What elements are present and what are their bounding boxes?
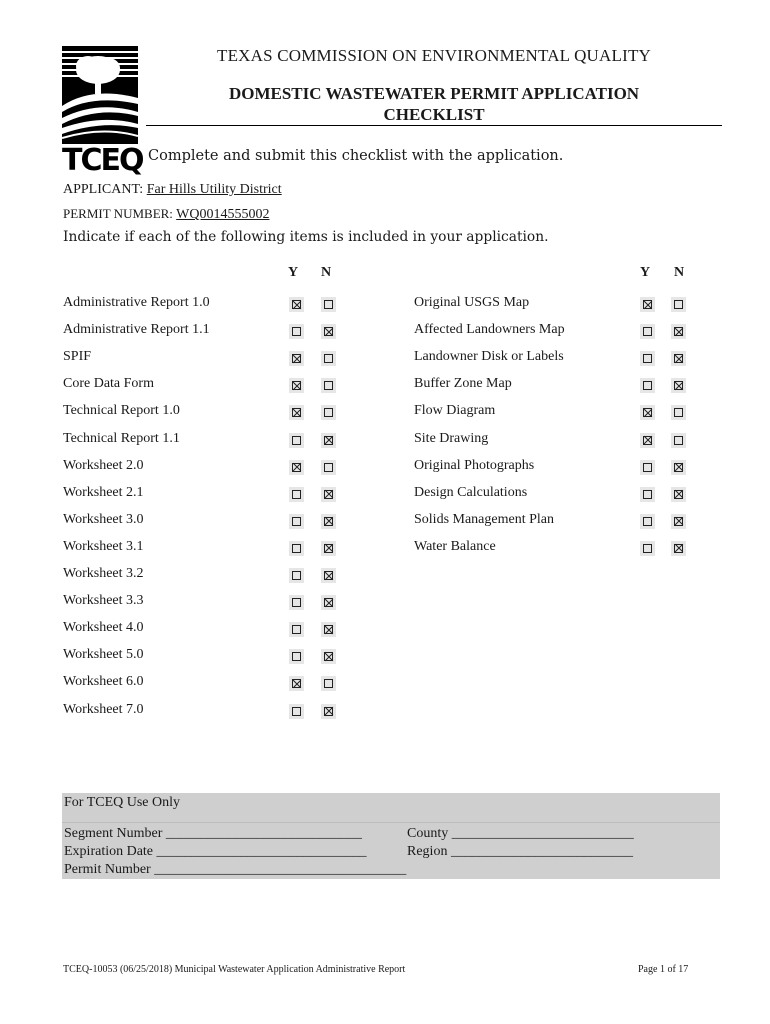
checked-box-icon bbox=[292, 408, 301, 417]
empty-box-icon bbox=[292, 436, 301, 445]
use-only-divider bbox=[62, 822, 720, 823]
checked-box-icon bbox=[324, 707, 333, 716]
checked-box-icon bbox=[643, 436, 652, 445]
checked-box-icon bbox=[324, 436, 333, 445]
checklist-item-label: Worksheet 2.1 bbox=[63, 484, 144, 500]
empty-box-icon bbox=[292, 490, 301, 499]
no-checkbox[interactable] bbox=[321, 405, 336, 420]
empty-box-icon bbox=[292, 517, 301, 526]
no-checkbox[interactable] bbox=[321, 514, 336, 529]
yes-checkbox[interactable] bbox=[640, 460, 655, 475]
no-checkbox[interactable] bbox=[671, 433, 686, 448]
checklist-item-label: Water Balance bbox=[414, 538, 496, 554]
county-line[interactable]: County __________________________ bbox=[407, 826, 634, 841]
yes-checkbox[interactable] bbox=[289, 676, 304, 691]
checked-box-icon bbox=[324, 327, 333, 336]
indicate-instruction: Indicate if each of the following items is included in your application. bbox=[63, 229, 549, 245]
yes-checkbox[interactable] bbox=[289, 405, 304, 420]
checklist-item-label: SPIF bbox=[63, 349, 92, 365]
checklist-item-label: Worksheet 2.0 bbox=[63, 457, 144, 473]
no-checkbox[interactable] bbox=[321, 433, 336, 448]
yes-checkbox[interactable] bbox=[640, 324, 655, 339]
empty-box-icon bbox=[674, 300, 683, 309]
checked-box-icon bbox=[324, 517, 333, 526]
yes-checkbox[interactable] bbox=[640, 433, 655, 448]
no-checkbox[interactable] bbox=[321, 595, 336, 610]
checked-box-icon bbox=[292, 381, 301, 390]
checked-box-icon bbox=[324, 544, 333, 553]
tceq-logo bbox=[62, 46, 143, 178]
permit-number-value: WQ0014555002 bbox=[176, 207, 270, 222]
applicant-field bbox=[63, 182, 282, 198]
checked-box-icon bbox=[674, 517, 683, 526]
empty-box-icon bbox=[292, 598, 301, 607]
permit-number-line[interactable]: Permit Number ____________________________________ bbox=[64, 862, 407, 877]
logo-wordmark: TCEQ bbox=[62, 143, 143, 178]
tceq-use-only-box bbox=[62, 793, 720, 879]
empty-box-icon bbox=[674, 436, 683, 445]
region-line[interactable]: Region __________________________ bbox=[407, 844, 633, 859]
checked-box-icon bbox=[674, 381, 683, 390]
yes-checkbox[interactable] bbox=[289, 568, 304, 583]
yes-checkbox[interactable] bbox=[289, 514, 304, 529]
no-checkbox[interactable] bbox=[321, 487, 336, 502]
instruction-text: Complete and submit this checklist with the application. bbox=[148, 148, 564, 164]
checked-box-icon bbox=[674, 544, 683, 553]
yes-checkbox[interactable] bbox=[640, 487, 655, 502]
checklist-item-label: Design Calculations bbox=[414, 484, 528, 500]
empty-box-icon bbox=[324, 354, 333, 363]
yes-checkbox[interactable] bbox=[289, 297, 304, 312]
checklist-item-label: Buffer Zone Map bbox=[414, 376, 512, 392]
applicant-label: APPLICANT: bbox=[63, 182, 147, 197]
no-checkbox[interactable] bbox=[321, 704, 336, 719]
empty-box-icon bbox=[292, 544, 301, 553]
right-no-header: N bbox=[674, 265, 685, 280]
no-checkbox[interactable] bbox=[671, 487, 686, 502]
checked-box-icon bbox=[292, 679, 301, 688]
applicant-value: Far Hills Utility District bbox=[146, 182, 282, 197]
no-checkbox[interactable] bbox=[321, 568, 336, 583]
checklist-item-label: Worksheet 3.0 bbox=[63, 511, 144, 527]
empty-box-icon bbox=[643, 354, 652, 363]
agency-name: TEXAS COMMISSION ON ENVIRONMENTAL QUALITY bbox=[216, 46, 652, 65]
footer-page-number: Page 1 of 17 bbox=[638, 964, 689, 975]
empty-box-icon bbox=[643, 463, 652, 472]
checklist-item-label: Original Photographs bbox=[414, 457, 535, 473]
no-checkbox[interactable] bbox=[671, 541, 686, 556]
checklist-item-label: Landowner Disk or Labels bbox=[414, 349, 564, 365]
empty-box-icon bbox=[324, 300, 333, 309]
no-checkbox[interactable] bbox=[671, 378, 686, 393]
no-checkbox[interactable] bbox=[671, 405, 686, 420]
no-checkbox[interactable] bbox=[671, 324, 686, 339]
checklist-item-label: Solids Management Plan bbox=[414, 511, 554, 527]
expiration-date-line[interactable]: Expiration Date ______________________________ bbox=[64, 844, 367, 859]
no-checkbox[interactable] bbox=[321, 378, 336, 393]
checked-box-icon bbox=[324, 652, 333, 661]
segment-number-line[interactable]: Segment Number ____________________________ bbox=[64, 826, 362, 841]
checklist-item-label: Worksheet 3.2 bbox=[63, 566, 144, 581]
permit-number-label: PERMIT NUMBER: bbox=[63, 206, 177, 221]
yes-checkbox[interactable] bbox=[640, 405, 655, 420]
no-checkbox[interactable] bbox=[321, 622, 336, 637]
yes-checkbox[interactable] bbox=[289, 351, 304, 366]
checked-box-icon bbox=[674, 327, 683, 336]
empty-box-icon bbox=[292, 652, 301, 661]
empty-box-icon bbox=[292, 625, 301, 634]
checklist-item-label: Administrative Report 1.0 bbox=[63, 295, 210, 310]
empty-box-icon bbox=[674, 408, 683, 417]
checklist-item-label: Worksheet 4.0 bbox=[63, 620, 144, 636]
title-line-2: CHECKLIST bbox=[383, 105, 485, 124]
checklist-item-label: Administrative Report 1.1 bbox=[63, 322, 210, 338]
header-rule bbox=[146, 125, 722, 126]
checked-box-icon bbox=[643, 408, 652, 417]
checked-box-icon bbox=[324, 571, 333, 580]
checklist-item-label: Technical Report 1.0 bbox=[63, 403, 180, 419]
checklist-item-label: Worksheet 7.0 bbox=[63, 701, 144, 717]
no-checkbox[interactable] bbox=[321, 351, 336, 366]
checked-box-icon bbox=[292, 463, 301, 472]
yes-checkbox[interactable] bbox=[289, 622, 304, 637]
title-line-1: DOMESTIC WASTEWATER PERMIT APPLICATION bbox=[228, 84, 640, 103]
permit-number-field bbox=[63, 206, 270, 223]
no-checkbox[interactable] bbox=[671, 351, 686, 366]
no-checkbox[interactable] bbox=[671, 514, 686, 529]
yes-checkbox[interactable] bbox=[640, 297, 655, 312]
yes-checkbox[interactable] bbox=[289, 433, 304, 448]
no-checkbox[interactable] bbox=[671, 297, 686, 312]
yes-checkbox[interactable] bbox=[640, 541, 655, 556]
checked-box-icon bbox=[674, 463, 683, 472]
checked-box-icon bbox=[674, 354, 683, 363]
checked-box-icon bbox=[324, 625, 333, 634]
checked-box-icon bbox=[292, 354, 301, 363]
left-no-header: N bbox=[321, 265, 332, 280]
empty-box-icon bbox=[643, 381, 652, 390]
no-checkbox[interactable] bbox=[321, 297, 336, 312]
left-yes-header: Y bbox=[288, 265, 299, 280]
checklist-item-label: Original USGS Map bbox=[414, 295, 530, 310]
yes-checkbox[interactable] bbox=[640, 378, 655, 393]
yes-checkbox[interactable] bbox=[289, 595, 304, 610]
checklist-item-label: Worksheet 6.0 bbox=[63, 674, 144, 690]
empty-box-icon bbox=[643, 544, 652, 553]
empty-box-icon bbox=[324, 381, 333, 390]
checked-box-icon bbox=[643, 300, 652, 309]
no-checkbox[interactable] bbox=[321, 460, 336, 475]
yes-checkbox[interactable] bbox=[289, 460, 304, 475]
checked-box-icon bbox=[292, 300, 301, 309]
empty-box-icon bbox=[643, 517, 652, 526]
yes-checkbox[interactable] bbox=[289, 324, 304, 339]
empty-box-icon bbox=[292, 571, 301, 580]
empty-box-icon bbox=[324, 463, 333, 472]
no-checkbox[interactable] bbox=[321, 649, 336, 664]
yes-checkbox[interactable] bbox=[640, 351, 655, 366]
empty-box-icon bbox=[292, 327, 301, 336]
no-checkbox[interactable] bbox=[321, 676, 336, 691]
yes-checkbox[interactable] bbox=[640, 514, 655, 529]
yes-checkbox[interactable] bbox=[289, 649, 304, 664]
yes-checkbox[interactable] bbox=[289, 541, 304, 556]
use-only-title: For TCEQ Use Only bbox=[64, 795, 181, 810]
yes-checkbox[interactable] bbox=[289, 487, 304, 502]
footer-form-id: TCEQ-10053 (06/25/2018) Municipal Wastewater Application Administrative Report bbox=[63, 964, 406, 975]
checklist-item-label: Core Data Form bbox=[63, 376, 154, 392]
checked-box-icon bbox=[324, 598, 333, 607]
empty-box-icon bbox=[643, 490, 652, 499]
empty-box-icon bbox=[324, 679, 333, 688]
right-yes-header: Y bbox=[640, 265, 651, 280]
tceq-emblem-icon bbox=[62, 46, 138, 144]
yes-checkbox[interactable] bbox=[289, 378, 304, 393]
checklist-item-label: Worksheet 5.0 bbox=[63, 647, 144, 663]
empty-box-icon bbox=[643, 327, 652, 336]
no-checkbox[interactable] bbox=[671, 460, 686, 475]
checked-box-icon bbox=[324, 490, 333, 499]
yes-checkbox[interactable] bbox=[289, 704, 304, 719]
checklist-item-label: Affected Landowners Map bbox=[414, 322, 565, 338]
checklist-item-label: Worksheet 3.1 bbox=[63, 538, 144, 554]
empty-box-icon bbox=[292, 707, 301, 716]
no-checkbox[interactable] bbox=[321, 541, 336, 556]
no-checkbox[interactable] bbox=[321, 324, 336, 339]
checked-box-icon bbox=[674, 490, 683, 499]
checklist-item-label: Flow Diagram bbox=[414, 403, 496, 419]
checklist-item-label: Worksheet 3.3 bbox=[63, 593, 144, 609]
empty-box-icon bbox=[324, 408, 333, 417]
checklist-item-label: Technical Report 1.1 bbox=[63, 430, 180, 446]
document-title bbox=[150, 83, 718, 125]
checklist-item-label: Site Drawing bbox=[414, 430, 489, 446]
